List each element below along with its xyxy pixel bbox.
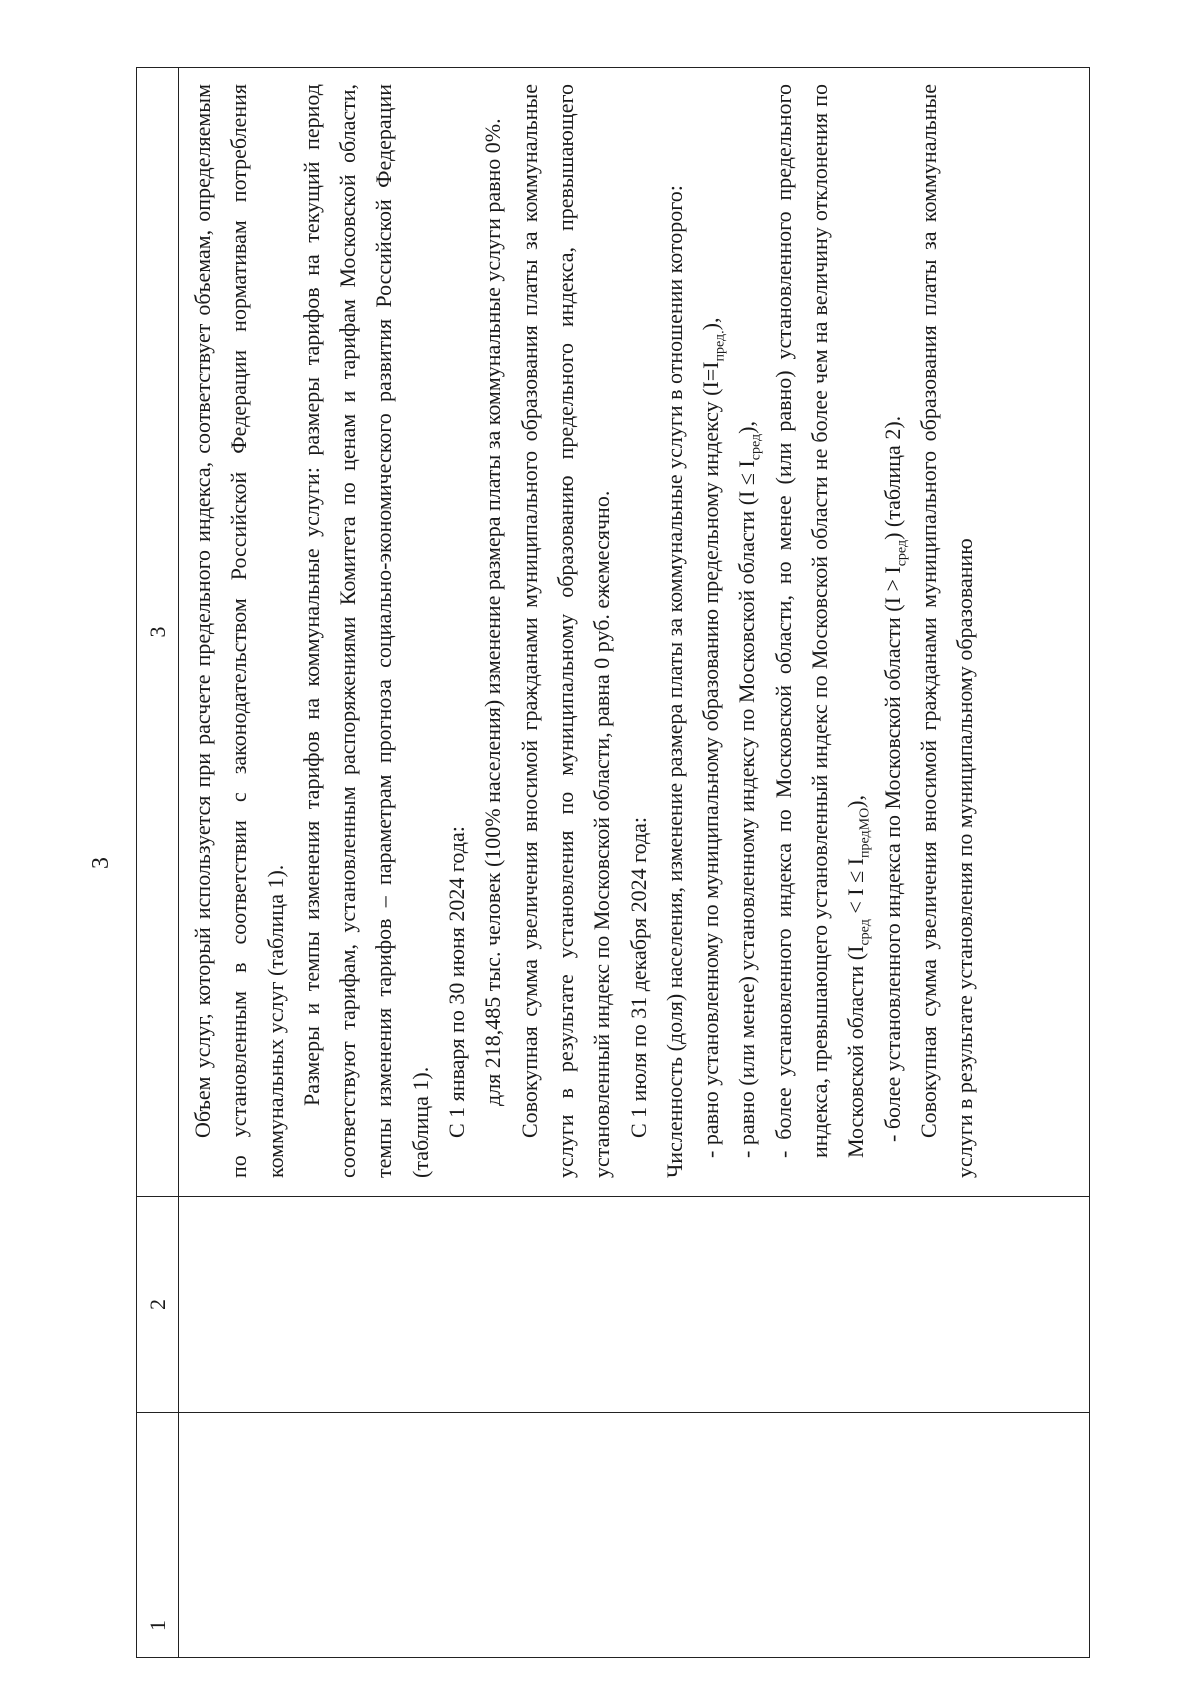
paragraph-services-volume: Объем услуг, который используется при расчете предельного индекса, соответствует объемам, определяемым по установленным в соответствии с законодательством Российской Федерации нормативам потребления коммунальных услуг (таблица 1).: [190, 84, 288, 1178]
table-header-row: [137, 68, 179, 1658]
table-body-row: [179, 68, 1090, 1658]
paragraph-period-1-total: Совокупная сумма увеличения вносимой гражданами муниципального образования платы за коммунальные услуги в результате установления по муниципальному образованию предельного индекса, превышающего установленный индекс по Московской области, равна 0 руб. ежемесячно.: [516, 84, 615, 1178]
document-table: [136, 67, 1090, 1658]
paragraph-period-1-population: для 218,485 тыс. человек (100% населения) изменение размера платы за коммунальные услуги равно 0%.: [480, 118, 506, 1106]
paragraph-tariffs: Размеры и темпы изменения тарифов на коммунальные услуги: размеры тарифов на текущий период соответствуют тарифам, установленным распоряжениями Комитета по ценам и тарифам Московской области, темпы изменения тарифов – параметрам прогноза социально-экономического развития Российской Федерации (таблица 1).: [298, 84, 433, 1178]
paragraph-period-2-heading: С 1 июля по 31 декабря 2024 года:: [625, 816, 651, 1138]
column-2-cell: [179, 1197, 1090, 1413]
page-number: 3: [88, 857, 114, 869]
paragraph-period-1-heading: С 1 января по 30 июня 2024 года:: [444, 826, 470, 1138]
paragraph-population-share: Численность (доля) населения, изменение размера платы за коммунальные услуги в отношении которого:: [661, 185, 687, 1178]
column-header-3: 3: [137, 68, 179, 1197]
list-item-below-region: - равно (или менее) установленному индексу по Московской области $(I \le I_{сред})$,: [734, 421, 764, 1158]
column-3-cell: [179, 68, 1090, 1197]
column-header-2: 2: [137, 1197, 179, 1413]
paragraph-period-2-total: Совокупная сумма увеличения вносимой гражданами муниципального образования платы за коммунальные услуги в результате установления по муниципальному образованию: [915, 84, 978, 1178]
list-item-above-region: - более установленного индекса по Московской области, но менее (или равно) установленного предельного индекса, превышающего установленный индекс по Московской области не более чем на величину отклонения по Московской области $(I_{сред} < I \le I_{предМО})$,: [770, 84, 873, 1158]
list-item-more-than-region: - более установленного индекса по Московской области $(I > I_{сред})$ (таблица 2).: [879, 415, 910, 1142]
column-header-1: 1: [137, 1413, 179, 1658]
rotated-page: [80, 68, 1090, 1658]
list-item-equal-limit: - равно установленному по муниципальному образованию предельному индексу $(I=I_{пред.})$,: [698, 317, 728, 1158]
column-1-cell: [179, 1413, 1090, 1658]
cell-text: [179, 68, 984, 1196]
